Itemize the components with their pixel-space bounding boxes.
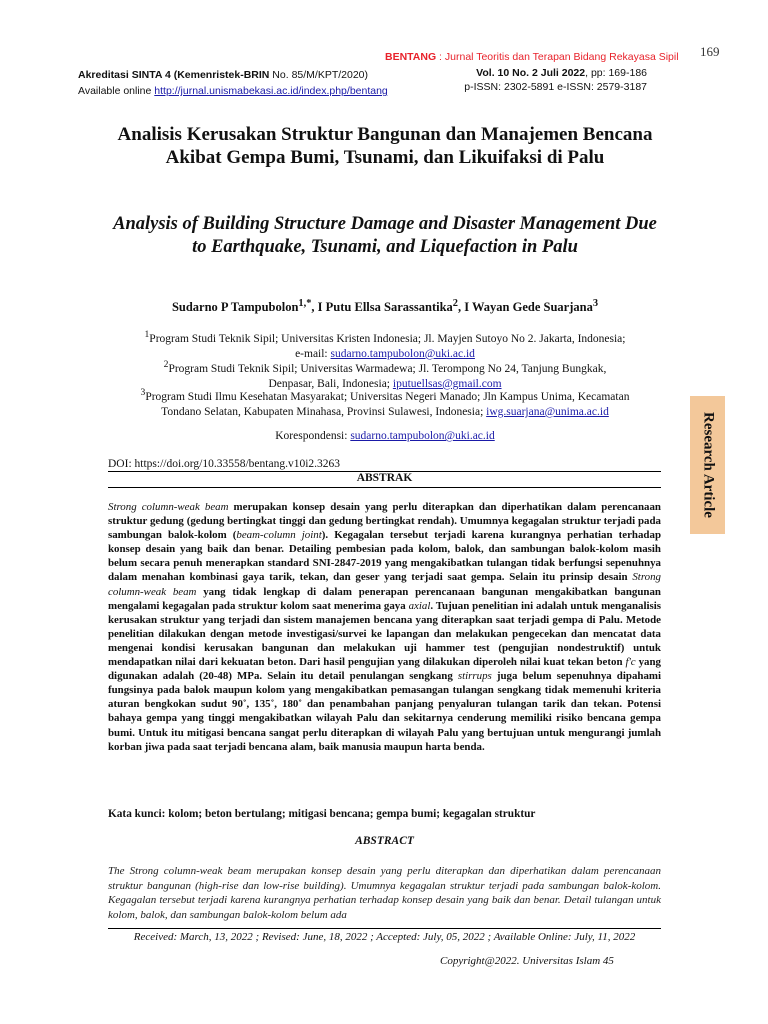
- abstrak-term-2: beam-column joint: [236, 529, 322, 542]
- doi: DOI: https://doi.org/10.33558/bentang.v10i2.3263: [108, 458, 341, 470]
- abstract-body: The Strong column-weak beam merupakan konsep desain yang perlu diterapkan dan diperhatikan dalam perencanaan struktur bangunan (high-rise dan low-rise building). Umumnya kegagalan struktur terjadi pada sambungan balok-kolom. Kegagalan tersebut terjadi karena kurangnya perhatian terhadap konsep desain yang baik dan benar. Detail tulangan untuk kolom, balok, dan sambungan balok-kolom belum ada: [108, 865, 661, 921]
- received-dates: Received: March, 13, 2022 ; Revised: June, 18, 2022 ; Accepted: July, 05, 2022 ; Available Online: July, 11, 2022: [133, 931, 636, 943]
- journal-issn: p-ISSN: 2302-5891 e-ISSN: 2579-3187: [464, 81, 647, 93]
- journal-header: [385, 51, 679, 63]
- affiliation-3-line2: Tondano Selatan, Kabupaten Minahasa, Provinsi Sulawesi, Indonesia;: [161, 405, 487, 418]
- affiliation-1-email-link[interactable]: sudarno.tampubolon@uki.ac.id: [330, 347, 475, 360]
- affiliation-3-email-link[interactable]: iwg.suarjana@unima.ac.id: [486, 405, 609, 418]
- affiliation-1-sup: 1: [144, 329, 150, 340]
- abstrak-body: [108, 500, 661, 754]
- divider-bottom: [108, 928, 661, 929]
- volume-pages: , pp: 169-186: [585, 67, 647, 79]
- title-english: Analysis of Building Structure Damage and Disaster Management Due to Earthquake, Tsunami, and Liquefaction in Palu: [113, 214, 657, 257]
- affiliation-3-sup: 3: [140, 387, 146, 398]
- journal-subtitle: : Jurnal Teoritis dan Terapan Bidang Rekayasa Sipil: [436, 51, 679, 63]
- copyright: Copyright@2022. Universitas Islam 45: [440, 955, 614, 967]
- author-1-sup: 1,*: [298, 298, 312, 309]
- abstrak-term-5: f'c: [625, 656, 636, 669]
- accreditation: [78, 69, 368, 81]
- author-2: , I Putu Ellsa Sarassantika: [311, 300, 453, 315]
- abstrak-term-3: Strong column-weak beam: [108, 571, 661, 598]
- abstract-heading: ABSTRACT: [355, 835, 414, 847]
- journal-url-link[interactable]: http://jurnal.unismabekasi.ac.id/index.php/bentang: [154, 85, 388, 97]
- abstrak-text-4: . Tujuan penelitian ini adalah untuk menganalisis kerusakan struktur yang terjadi dan sistem manajemen bencana yang diterapkan saat terjadi gempa di Palu. Metode penelitian dilakukan dengan metode investigasi/survei ke lapangan dan melakukan pengecekan dan mencatat data mengenai kondisi kerusakan bangunan dan melakukan uji hammer test (pengujian nondestruktif) untuk mendapatkan nilai dari kekuatan beton. Dari hasil pengujian yang dilakukan diperoleh nilai kuat tekan beton: [108, 599, 662, 669]
- abstrak-text-2: ). Kegagalan tersebut terjadi karena kurangnya perhatian terhadap konsep desain yang baik dan benar. Detailing pembesian pada kolom, balok, dan sambungan balok-kolom masih belum secara penuh menerapkan standard SNI-2847-2019 yang mengakibatkan tulangan tidak berfungsi sepenuhnya dalam menahan kombinasi gaya tarik, tekan, dan geser yang terjadi saat gempa. Selain itu prinsip desain: [108, 529, 661, 584]
- abstrak-text-3: yang tidak lengkap di dalam penerapan perencanaan bangunan mengakibatkan bangunan mengalami kegagalan pada struktur kolom saat menerima gaya: [108, 585, 661, 612]
- correspondence-label: Korespondensi:: [275, 430, 351, 442]
- research-article-label: Research Article: [700, 412, 716, 518]
- title-indonesian: Analisis Kerusakan Struktur Bangunan dan Manajemen Bencana Akibat Gempa Bumi, Tsunami, dan Likuifaksi di Palu: [117, 124, 653, 168]
- correspondence: [100, 430, 670, 442]
- research-article-tab: [690, 396, 725, 534]
- affiliation-2-text: Program Studi Teknik Sipil; Universitas Warmadewa; Jl. Terompong No 24, Tanjung Bungkak,: [168, 362, 607, 375]
- affiliation-3: [100, 385, 670, 420]
- author-1: Sudarno P Tampubolon: [171, 300, 299, 315]
- affiliation-3-text: Program Studi Ilmu Kesehatan Masyarakat; Universitas Negeri Manado; Jln Kampus Unima, Kecamatan: [145, 390, 630, 403]
- affiliation-2-email-link[interactable]: iputuellsas@gmail.com: [392, 377, 502, 390]
- accreditation-label: Akreditasi SINTA 4 (Kemenristek-BRIN: [78, 69, 270, 81]
- author-list: [100, 298, 670, 315]
- abstrak-text-5: yang digunakan adalah (20-48) MPa. Selain itu detail penulangan sengkang: [108, 656, 661, 683]
- affiliation-2-sup: 2: [163, 359, 169, 370]
- keywords: Kata kunci: kolom; beton bertulang; mitigasi bencana; gempa bumi; kegagalan struktur: [108, 808, 536, 820]
- correspondence-email-link[interactable]: sudarno.tampubolon@uki.ac.id: [350, 430, 495, 442]
- page-number: 169: [700, 44, 720, 59]
- author-3: , I Wayan Gede Suarjana: [457, 300, 593, 315]
- abstrak-term-4: axial: [408, 599, 431, 612]
- available-label: Available online: [78, 85, 155, 97]
- abstrak-heading: ABSTRAK: [356, 472, 413, 484]
- affiliation-1-text: Program Studi Teknik Sipil; Universitas Kristen Indonesia; Jl. Mayjen Sutoyo No 2. Jakarta, Indonesia;: [149, 332, 626, 345]
- affiliation-1-email-label: e-mail:: [295, 347, 331, 360]
- author-2-sup: 2: [452, 298, 458, 309]
- accreditation-number: No. 85/M/KPT/2020): [269, 69, 369, 81]
- volume-issue: Vol. 10 No. 2 Juli 2022: [476, 67, 586, 79]
- available-online: [78, 85, 388, 97]
- abstrak-text-6: juga belum sepenuhnya dipahami fungsinya pada balok maupun kolom yang mengakibatkan pemasangan tulangan sengkang tidak memenuhi kriteria aturan bengkokan sudut 90˚, 135˚, 180˚ dan penambahan panjang penyaluran tulangan tarik dan tekan. Potensi bahaya gempa yang tinggi mengakibatkan wilayah Palu dan sekitarnya cenderung memiliki risiko bencana gempa bumi. Untuk itu mitigasi bencana sangat perlu diterapkan di wilayah Palu yang bertujuan untuk mengurangi jumlah korban jiwa pada saat terjadi bencana alam, baik manusia maupun harta benda.: [108, 670, 661, 753]
- abstrak-term-1: Strong column-weak beam: [108, 501, 229, 513]
- abstrak-term-6: stirrups: [457, 670, 492, 683]
- affiliation-2-line2: Denpasar, Bali, Indonesia;: [268, 377, 393, 390]
- journal-name: BENTANG: [385, 51, 437, 63]
- divider-abstrak: [108, 487, 661, 488]
- abstrak-text-1: merupakan konsep desain yang perlu diterapkan dan diperhatikan dalam perencanaan struktur gedung (gedung bertingkat tinggi dan gedung bertingkat rendah). Umumnya kegagalan struktur terjadi pada sambungan balok-kolom (: [108, 501, 661, 542]
- journal-volume: [476, 67, 647, 79]
- author-3-sup: 3: [592, 298, 599, 309]
